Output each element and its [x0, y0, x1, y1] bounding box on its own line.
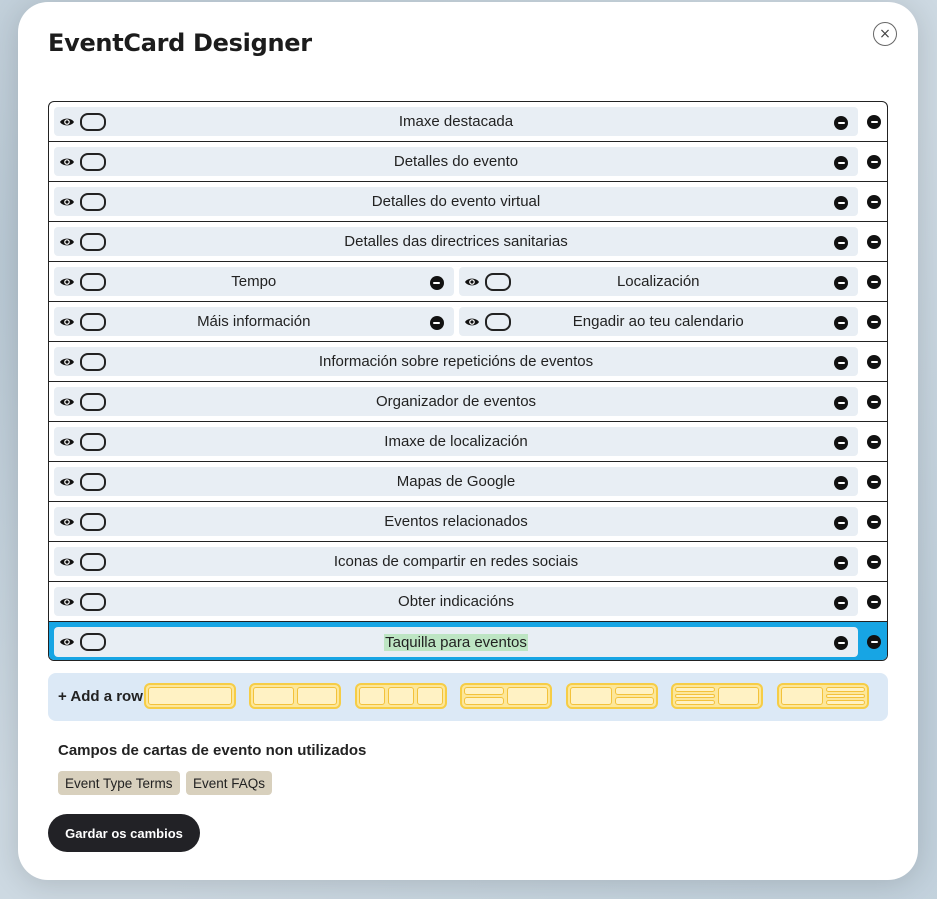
toggle-switch[interactable]: [80, 353, 106, 371]
eye-icon[interactable]: [59, 394, 75, 410]
add-row-bar: [48, 673, 888, 721]
layout-block: [507, 687, 549, 705]
field-label: Taquilla para eventos: [385, 633, 527, 651]
toggle-switch[interactable]: [485, 273, 511, 291]
field-label: Iconas de compartir en redes sociais: [333, 553, 579, 570]
layout-row[interactable]: [49, 342, 887, 382]
layout-row[interactable]: [49, 462, 887, 502]
field-label: Máis información: [197, 313, 311, 330]
eye-icon[interactable]: [59, 234, 75, 250]
layout-row[interactable]: [49, 302, 887, 342]
layout-row[interactable]: [49, 222, 887, 262]
unused-fields-title: Campos de cartas de evento non utilizados: [58, 742, 367, 759]
remove-row-icon[interactable]: [867, 475, 881, 489]
remove-row-icon[interactable]: [867, 635, 881, 649]
remove-row-icon[interactable]: [867, 195, 881, 209]
layout-block: [675, 687, 715, 692]
toggle-switch[interactable]: [80, 273, 106, 291]
eye-icon[interactable]: [59, 194, 75, 210]
remove-field-icon[interactable]: [834, 316, 848, 330]
layout-block: [359, 687, 385, 705]
layout-block: [615, 687, 655, 695]
field-cell[interactable]: [459, 267, 859, 296]
remove-field-icon[interactable]: [834, 476, 848, 490]
modal-title: EventCard Designer: [48, 29, 312, 57]
row-cells: [54, 147, 858, 176]
row-cells: [54, 307, 858, 336]
remove-field-icon[interactable]: [834, 356, 848, 370]
layout-block: [570, 687, 612, 705]
eye-icon[interactable]: [59, 554, 75, 570]
field-label: Imaxe destacada: [398, 113, 514, 130]
field-label: Detalles do evento: [393, 153, 519, 170]
layout-block: [675, 700, 715, 705]
layout-row-selected[interactable]: [49, 622, 887, 661]
field-cell[interactable]: [54, 587, 858, 616]
field-cell[interactable]: [54, 427, 858, 456]
layout-option-3-columns[interactable]: [355, 683, 447, 709]
eye-icon[interactable]: [59, 474, 75, 490]
row-cells: [54, 267, 858, 296]
remove-field-icon[interactable]: [430, 316, 444, 330]
layout-row[interactable]: [49, 102, 887, 142]
field-cell[interactable]: [54, 187, 858, 216]
remove-row-icon[interactable]: [867, 115, 881, 129]
remove-field-icon[interactable]: [834, 596, 848, 610]
layout-option-stack3-right[interactable]: [777, 683, 869, 709]
layout-stack: [464, 687, 504, 705]
remove-field-icon[interactable]: [834, 436, 848, 450]
field-label: Detalles das directrices sanitarias: [344, 233, 568, 250]
remove-row-icon[interactable]: [867, 235, 881, 249]
remove-field-icon[interactable]: [834, 636, 848, 650]
remove-field-icon[interactable]: [834, 556, 848, 570]
remove-row-icon[interactable]: [867, 155, 881, 169]
eye-icon[interactable]: [464, 314, 480, 330]
remove-field-icon[interactable]: [834, 236, 848, 250]
layout-block: [297, 687, 338, 705]
layout-option-1-column[interactable]: [144, 683, 236, 709]
save-changes-button[interactable]: Gardar os cambios: [48, 814, 200, 852]
eye-icon[interactable]: [59, 434, 75, 450]
layout-option-stack-left[interactable]: [460, 683, 552, 709]
eye-icon[interactable]: [59, 514, 75, 530]
row-cells: [54, 227, 858, 256]
layout-option-2-columns[interactable]: [249, 683, 341, 709]
row-cells: [54, 427, 858, 456]
row-cells: [54, 587, 858, 616]
layout-block: [826, 700, 866, 705]
layout-block: [464, 687, 504, 695]
close-button[interactable]: [873, 22, 897, 46]
layout-block: [781, 687, 823, 705]
field-label: Tempo: [231, 273, 277, 290]
toggle-switch[interactable]: [80, 553, 106, 571]
eye-icon[interactable]: [59, 354, 75, 370]
remove-field-icon[interactable]: [430, 276, 444, 290]
toggle-switch[interactable]: [485, 313, 511, 331]
eye-icon[interactable]: [59, 114, 75, 130]
field-label: Imaxe de localización: [384, 433, 528, 450]
row-cells: [54, 627, 858, 657]
layout-stack: [615, 687, 655, 705]
field-cell[interactable]: [54, 267, 454, 296]
row-cells: [54, 547, 858, 576]
remove-row-icon[interactable]: [867, 435, 881, 449]
eventcard-designer-modal: [18, 2, 918, 880]
layout-stack: [675, 687, 715, 705]
field-label: Obter indicacións: [398, 593, 514, 610]
layout-row[interactable]: [49, 582, 887, 622]
remove-field-icon[interactable]: [834, 196, 848, 210]
layout-block: [615, 697, 655, 705]
layout-row[interactable]: [49, 182, 887, 222]
row-cells: [54, 387, 858, 416]
layout-block: [826, 694, 866, 699]
field-cell[interactable]: [54, 147, 858, 176]
layout-stack: [826, 687, 866, 705]
unused-field-chip[interactable]: Event FAQs: [186, 771, 272, 795]
layout-row[interactable]: [49, 142, 887, 182]
row-cells: [54, 187, 858, 216]
layout-block: [464, 697, 504, 705]
toggle-switch[interactable]: [80, 193, 106, 211]
remove-row-icon[interactable]: [867, 275, 881, 289]
field-cell[interactable]: [54, 227, 858, 256]
layout-row[interactable]: [49, 262, 887, 302]
field-label: Información sobre repeticións de eventos: [318, 353, 594, 370]
remove-field-icon[interactable]: [834, 116, 848, 130]
remove-row-icon[interactable]: [867, 595, 881, 609]
field-cell[interactable]: [54, 387, 858, 416]
layout-row[interactable]: [49, 502, 887, 542]
toggle-switch[interactable]: [80, 513, 106, 531]
layout-block: [675, 694, 715, 699]
field-label: Mapas de Google: [396, 473, 516, 490]
layout-row[interactable]: [49, 382, 887, 422]
remove-field-icon[interactable]: [834, 396, 848, 410]
toggle-switch[interactable]: [80, 113, 106, 131]
remove-field-icon[interactable]: [834, 516, 848, 530]
eye-icon[interactable]: [464, 274, 480, 290]
field-cell[interactable]: [54, 107, 858, 136]
eye-icon[interactable]: [59, 594, 75, 610]
eye-icon[interactable]: [59, 314, 75, 330]
layout-block: [148, 687, 232, 705]
field-cell[interactable]: [54, 547, 858, 576]
layout-block: [253, 687, 294, 705]
field-label: Engadir ao teu calendario: [572, 313, 744, 330]
row-cells: [54, 107, 858, 136]
card-layout-designer: [48, 101, 888, 661]
toggle-switch[interactable]: [80, 473, 106, 491]
layout-block: [417, 687, 443, 705]
field-cell[interactable]: [54, 627, 858, 657]
remove-field-icon[interactable]: [834, 156, 848, 170]
layout-option-stack3-left[interactable]: [671, 683, 763, 709]
eye-icon[interactable]: [59, 274, 75, 290]
toggle-switch[interactable]: [80, 593, 106, 611]
field-cell[interactable]: [54, 347, 858, 376]
remove-field-icon[interactable]: [834, 276, 848, 290]
field-label: Detalles do evento virtual: [371, 193, 541, 210]
layout-block: [718, 687, 760, 705]
add-row-button[interactable]: + Add a row: [58, 688, 143, 705]
toggle-switch[interactable]: [80, 393, 106, 411]
remove-row-icon[interactable]: [867, 355, 881, 369]
layout-block: [826, 687, 866, 692]
field-cell[interactable]: [54, 307, 454, 336]
toggle-switch[interactable]: [80, 153, 106, 171]
eye-icon[interactable]: [59, 634, 75, 650]
field-cell[interactable]: [54, 467, 858, 496]
row-cells: [54, 347, 858, 376]
remove-row-icon[interactable]: [867, 515, 881, 529]
unused-field-chip[interactable]: Event Type Terms: [58, 771, 180, 795]
row-cells: [54, 507, 858, 536]
toggle-switch[interactable]: [80, 233, 106, 251]
field-cell[interactable]: [459, 307, 859, 336]
layout-block: [388, 687, 414, 705]
toggle-switch[interactable]: [80, 633, 106, 651]
remove-row-icon[interactable]: [867, 315, 881, 329]
remove-row-icon[interactable]: [867, 555, 881, 569]
field-label: Localización: [616, 273, 700, 290]
remove-row-icon[interactable]: [867, 395, 881, 409]
eye-icon[interactable]: [59, 154, 75, 170]
field-cell[interactable]: [54, 507, 858, 536]
field-label: Organizador de eventos: [375, 393, 537, 410]
row-cells: [54, 467, 858, 496]
toggle-switch[interactable]: [80, 313, 106, 331]
close-icon: ×: [879, 26, 891, 42]
layout-row[interactable]: [49, 542, 887, 582]
layout-row[interactable]: [49, 422, 887, 462]
toggle-switch[interactable]: [80, 433, 106, 451]
field-label: Eventos relacionados: [384, 513, 528, 530]
layout-option-stack-right[interactable]: [566, 683, 658, 709]
